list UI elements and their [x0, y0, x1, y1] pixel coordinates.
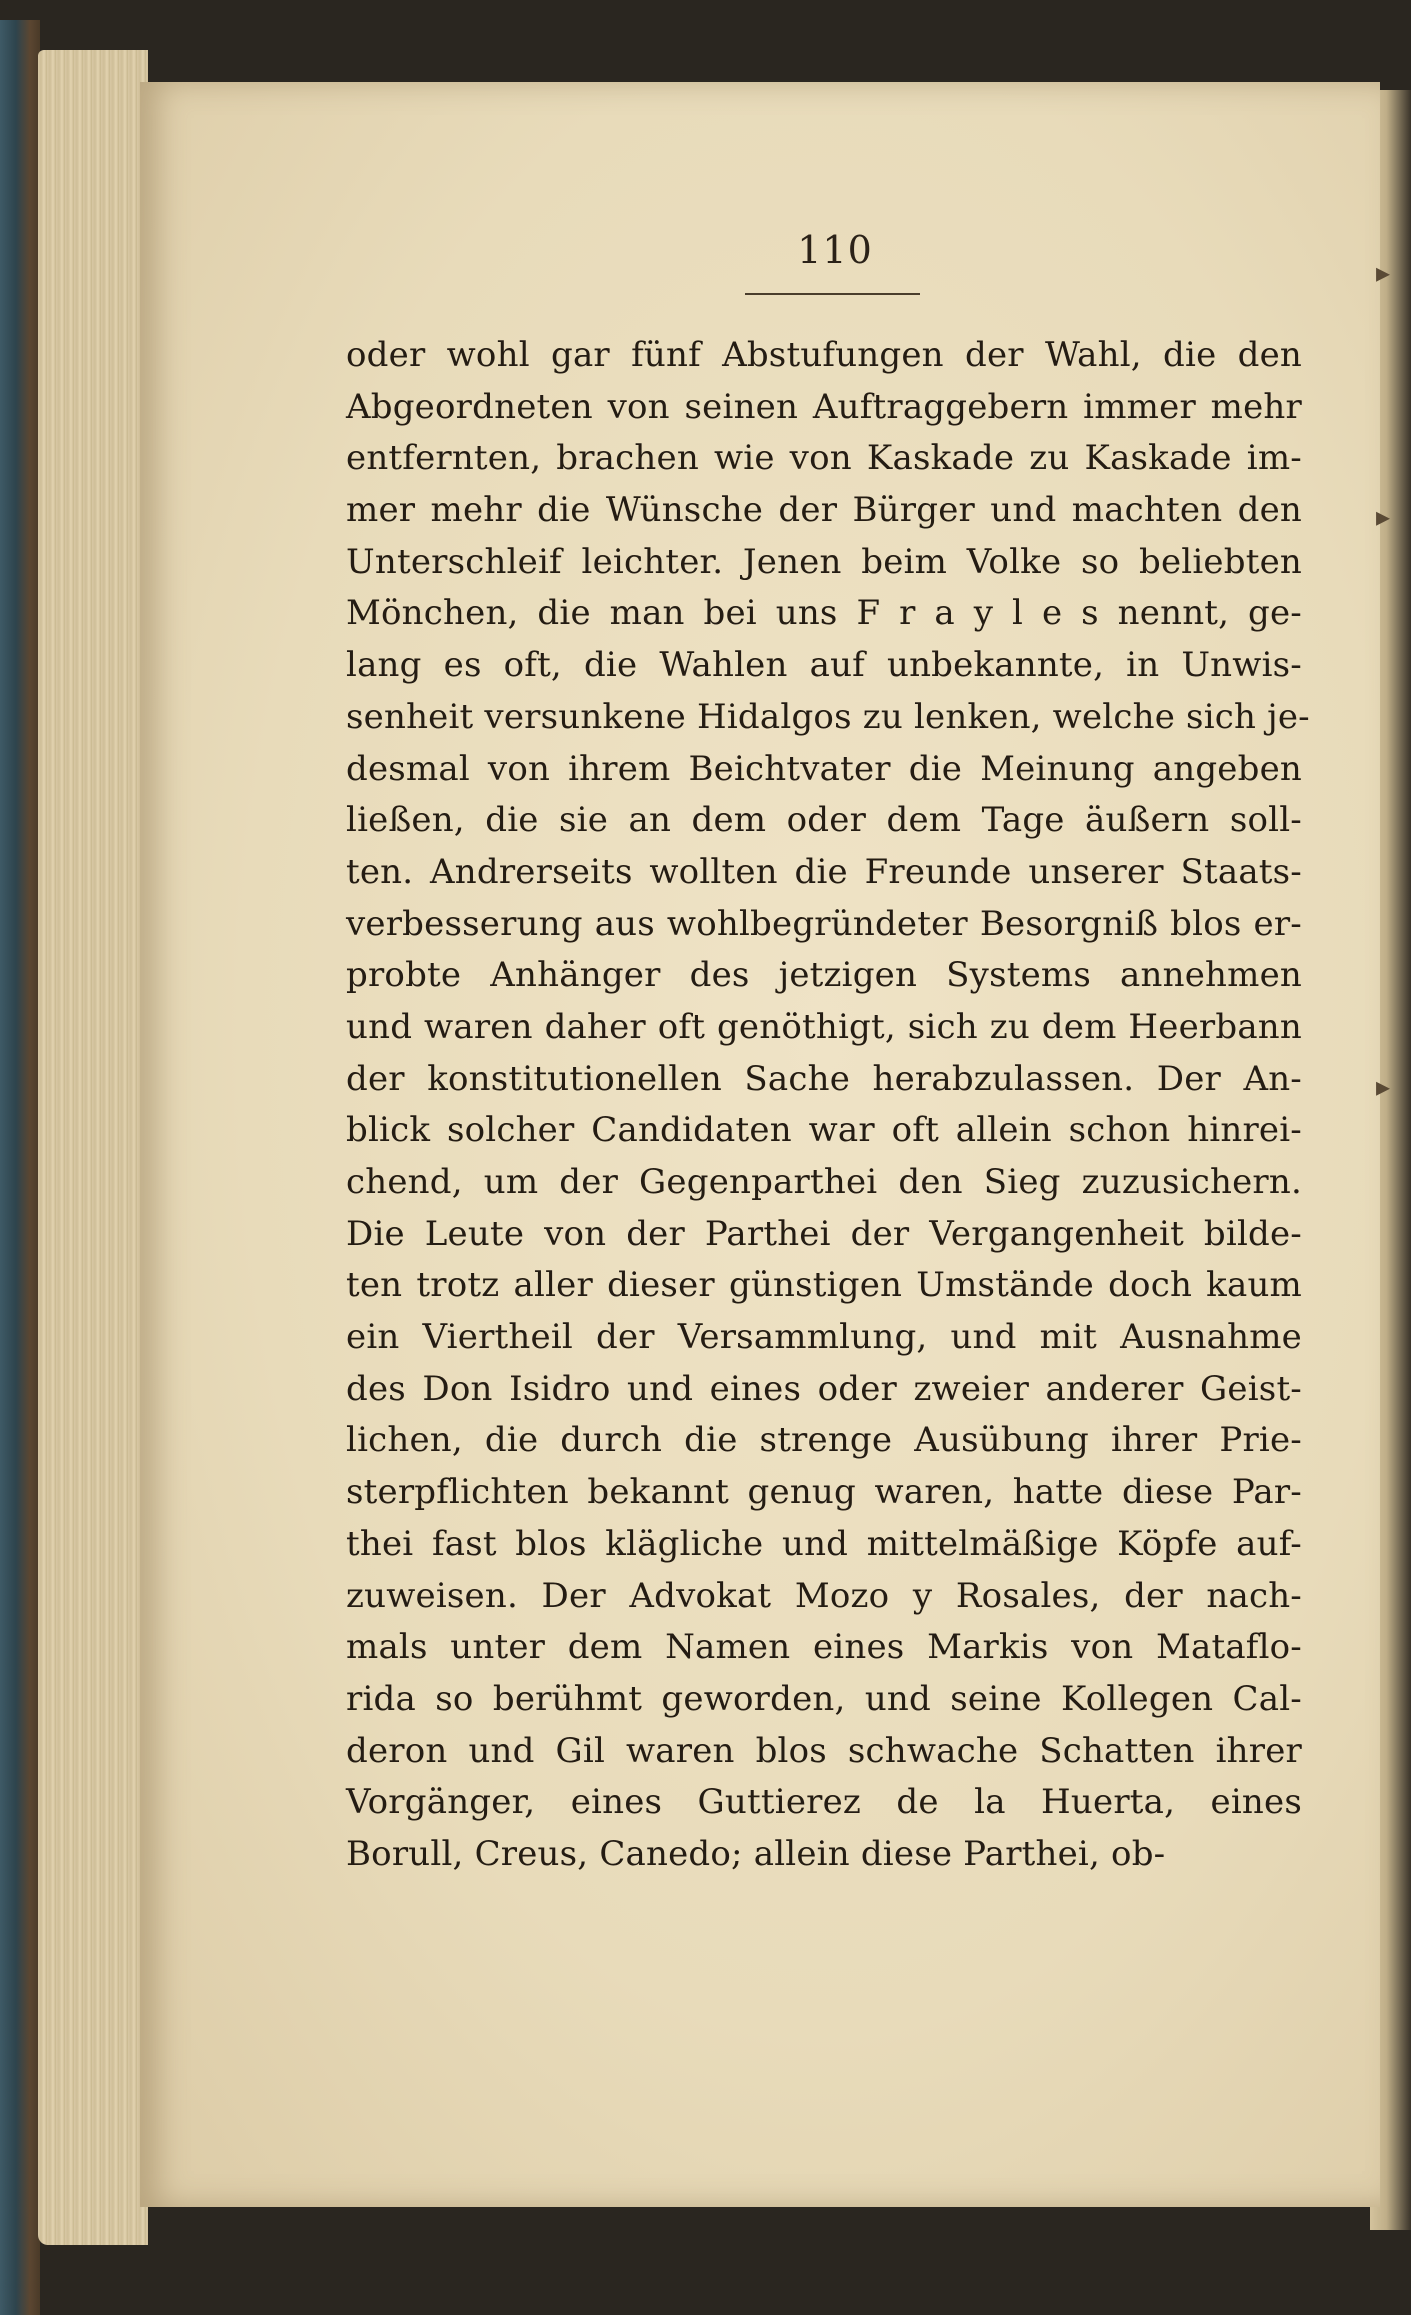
text-line: verbesserung aus wohlbegründeter Besorgniß blos er- [346, 903, 1302, 944]
text-line: Vorgänger, eines Guttierez de la Huerta, eines [346, 1782, 1302, 1823]
text-line: lang es oft, die Wahlen auf unbekannte, in Unwis- [346, 645, 1302, 686]
text-line: Die Leute von der Parthei der Vergangenheit bilde- [346, 1213, 1302, 1254]
margin-tick-mark: ▸ [1376, 256, 1391, 289]
text-line: thei fast blos klägliche und mittelmäßige Köpfe auf- [346, 1523, 1302, 1564]
text-line: deron und Gil waren blos schwache Schatten ihrer [346, 1730, 1302, 1771]
text-line: Mönchen, die man bei uns F r a y l e s nennt, ge- [346, 593, 1302, 634]
text-line: Borull, Creus, Canedo; allein diese Parthei, ob- [346, 1833, 1166, 1874]
text-line: entfernten, brachen wie von Kaskade zu Kaskade im- [346, 438, 1302, 479]
text-line: zuweisen. Der Advokat Mozo y Rosales, der nach- [346, 1575, 1302, 1616]
margin-tick-mark: ▸ [1376, 1070, 1391, 1103]
text-line: oder wohl gar fünf Abstufungen der Wahl, die den [346, 335, 1302, 375]
header-rule [745, 293, 920, 295]
book-cover-edge [0, 20, 40, 2315]
text-line: lichen, die durch die strenge Ausübung ihrer Prie- [346, 1420, 1302, 1461]
text-line: chend, um der Gegenparthei den Sieg zuzusichern. [346, 1162, 1302, 1202]
text-line: der konstitutionellen Sache herabzulassen. Der An- [346, 1058, 1302, 1099]
text-line: des Don Isidro und eines oder zweier anderer Geist- [346, 1368, 1302, 1409]
text-line: ten trotz aller dieser günstigen Umstände doch kaum [346, 1265, 1302, 1306]
text-line: Unterschleif leichter. Jenen beim Volke so beliebten [346, 541, 1302, 582]
text-line: rida so berühmt geworden, und seine Kollegen Cal- [346, 1678, 1302, 1719]
text-line: mer mehr die Wünsche der Bürger und machten den [346, 490, 1302, 531]
text-line: desmal von ihrem Beichtvater die Meinung angeben [346, 748, 1302, 789]
text-line: ein Viertheil der Versammlung, und mit Ausnahme [346, 1317, 1302, 1358]
body-text [346, 330, 1310, 1881]
text-line: Abgeordneten von seinen Auftraggebern immer mehr [346, 386, 1302, 427]
text-line: probte Anhänger des jetzigen Systems annehmen [346, 955, 1302, 996]
text-line: ten. Andrerseits wollten die Freunde unserer Staats- [346, 851, 1302, 892]
text-line: mals unter dem Namen eines Markis von Mataflo- [346, 1627, 1302, 1668]
text-line: ließen, die sie an dem oder dem Tage äußern soll- [346, 800, 1302, 841]
text-line: senheit versunkene Hidalgos zu lenken, welche sich je- [346, 696, 1310, 737]
page-number: 110 [797, 228, 873, 272]
page-stack-edge [38, 50, 148, 2245]
text-line: und waren daher oft genöthigt, sich zu dem Heerbann [346, 1006, 1302, 1047]
margin-tick-mark: ▸ [1376, 500, 1391, 533]
text-line: blick solcher Candidaten war oft allein schon hinrei- [346, 1110, 1302, 1151]
text-line: sterpflichten bekannt genug waren, hatte diese Par- [346, 1472, 1302, 1513]
